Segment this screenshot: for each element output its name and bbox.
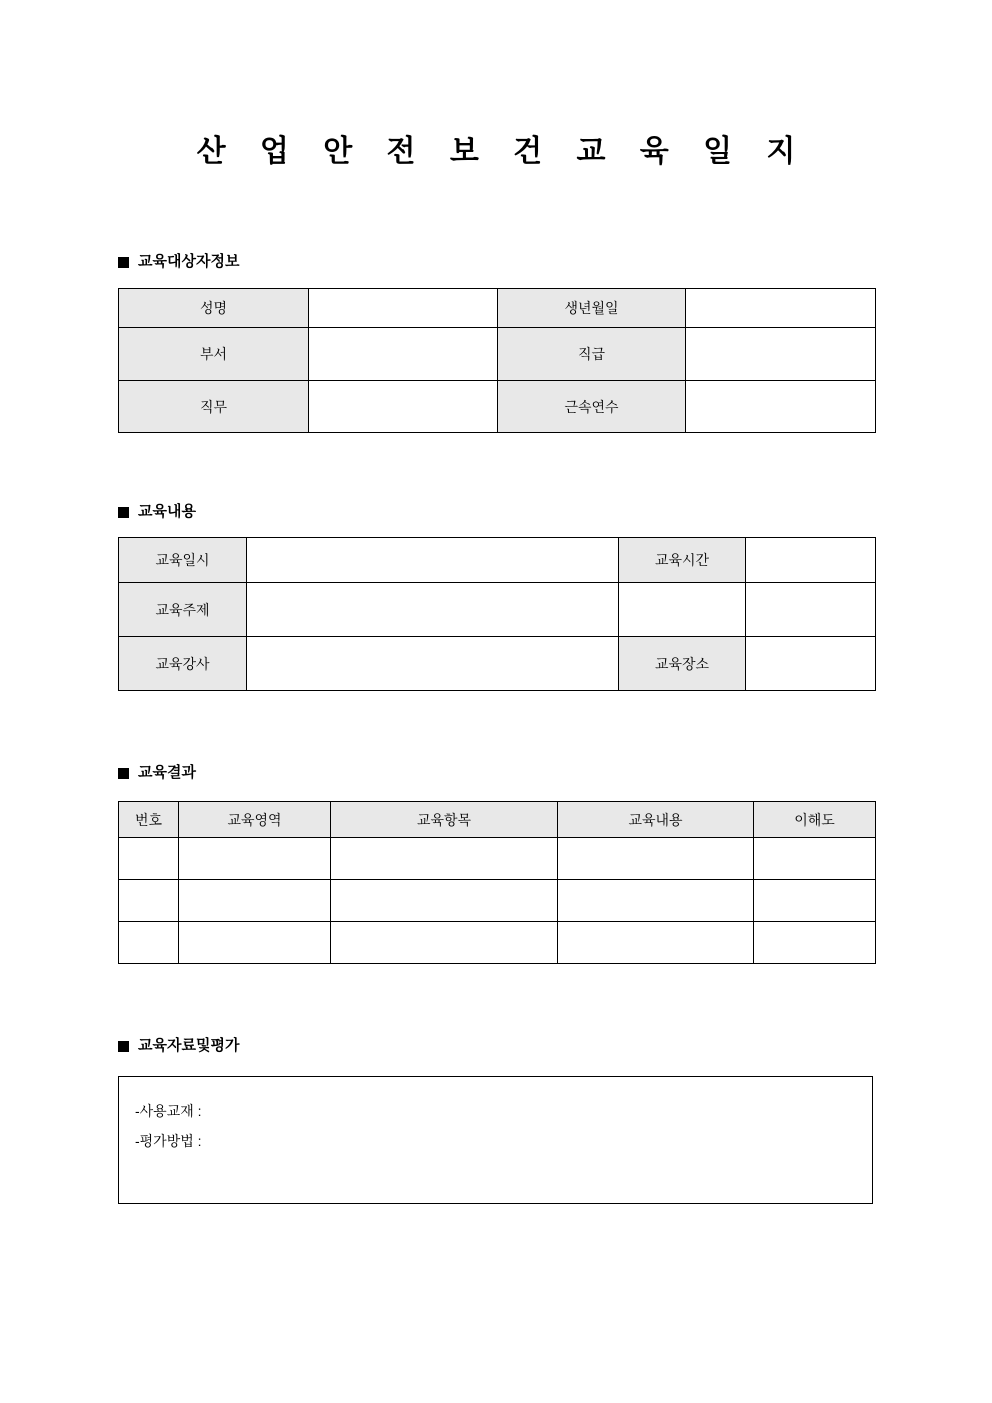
material-line-evaluation-method: -평가방법 : xyxy=(135,1133,202,1149)
field-value-position[interactable] xyxy=(686,328,876,381)
education-content-table xyxy=(118,537,876,691)
field-value-empty[interactable] xyxy=(746,583,876,637)
cell-item[interactable] xyxy=(331,922,558,964)
section-heading-label: 교육대상자정보 xyxy=(138,253,240,270)
section-heading-label: 교육자료및평가 xyxy=(138,1037,240,1054)
field-value-education-datetime[interactable] xyxy=(247,538,619,583)
section-heading-label: 교육결과 xyxy=(138,764,196,781)
cell-item[interactable] xyxy=(331,838,558,880)
cell-content[interactable] xyxy=(558,880,754,922)
filled-square-icon xyxy=(118,507,129,518)
column-header-item: 교육항목 xyxy=(331,802,558,838)
cell-item[interactable] xyxy=(331,880,558,922)
table-row xyxy=(119,922,876,964)
section-heading-material-evaluation xyxy=(118,1036,239,1056)
field-value-education-hours[interactable] xyxy=(746,538,876,583)
field-label-job-duty: 직무 xyxy=(119,381,309,433)
field-label-position: 직급 xyxy=(498,328,686,381)
filled-square-icon xyxy=(118,257,129,268)
field-label-education-topic: 교육주제 xyxy=(119,583,247,637)
cell-understanding[interactable] xyxy=(754,880,876,922)
table-row xyxy=(119,583,876,637)
field-label-education-datetime: 교육일시 xyxy=(119,538,247,583)
table-row xyxy=(119,880,876,922)
cell-content[interactable] xyxy=(558,922,754,964)
cell-area[interactable] xyxy=(179,838,331,880)
table-row xyxy=(119,538,876,583)
cell-area[interactable] xyxy=(179,922,331,964)
field-value-education-place[interactable] xyxy=(746,637,876,691)
table-row xyxy=(119,838,876,880)
material-evaluation-textbox[interactable] xyxy=(118,1076,873,1204)
field-label-department: 부서 xyxy=(119,328,309,381)
column-header-number: 번호 xyxy=(119,802,179,838)
field-value-education-topic[interactable] xyxy=(247,583,619,637)
column-header-content: 교육내용 xyxy=(558,802,754,838)
field-value-name[interactable] xyxy=(309,289,498,328)
target-info-table xyxy=(118,288,876,433)
section-heading-education-result xyxy=(118,763,196,783)
column-header-area: 교육영역 xyxy=(179,802,331,838)
table-row xyxy=(119,637,876,691)
table-header-row xyxy=(119,802,876,838)
education-result-table xyxy=(118,801,876,964)
cell-number[interactable] xyxy=(119,922,179,964)
table-row xyxy=(119,289,876,328)
filled-square-icon xyxy=(118,1041,129,1052)
table-row xyxy=(119,381,876,433)
column-header-understanding: 이해도 xyxy=(754,802,876,838)
field-value-years-of-service[interactable] xyxy=(686,381,876,433)
cell-number[interactable] xyxy=(119,838,179,880)
field-value-job-duty[interactable] xyxy=(309,381,498,433)
field-label-education-place: 교육장소 xyxy=(619,637,746,691)
material-line-textbook: -사용교재 : xyxy=(135,1103,202,1119)
field-value-birthdate[interactable] xyxy=(686,289,876,328)
field-label-birthdate: 생년월일 xyxy=(498,289,686,328)
cell-content[interactable] xyxy=(558,838,754,880)
field-value-instructor[interactable] xyxy=(247,637,619,691)
table-row xyxy=(119,328,876,381)
field-label-instructor: 교육강사 xyxy=(119,637,247,691)
cell-number[interactable] xyxy=(119,880,179,922)
field-label-empty xyxy=(619,583,746,637)
section-heading-education-content xyxy=(118,502,196,522)
field-label-years-of-service: 근속연수 xyxy=(498,381,686,433)
section-heading-label: 교육내용 xyxy=(138,503,196,520)
cell-area[interactable] xyxy=(179,880,331,922)
field-label-education-hours: 교육시간 xyxy=(619,538,746,583)
page-title: 산 업 안 전 보 건 교 육 일 지 xyxy=(196,135,809,168)
cell-understanding[interactable] xyxy=(754,922,876,964)
field-value-department[interactable] xyxy=(309,328,498,381)
section-heading-target-info xyxy=(118,252,239,272)
cell-understanding[interactable] xyxy=(754,838,876,880)
field-label-name: 성명 xyxy=(119,289,309,328)
filled-square-icon xyxy=(118,768,129,779)
